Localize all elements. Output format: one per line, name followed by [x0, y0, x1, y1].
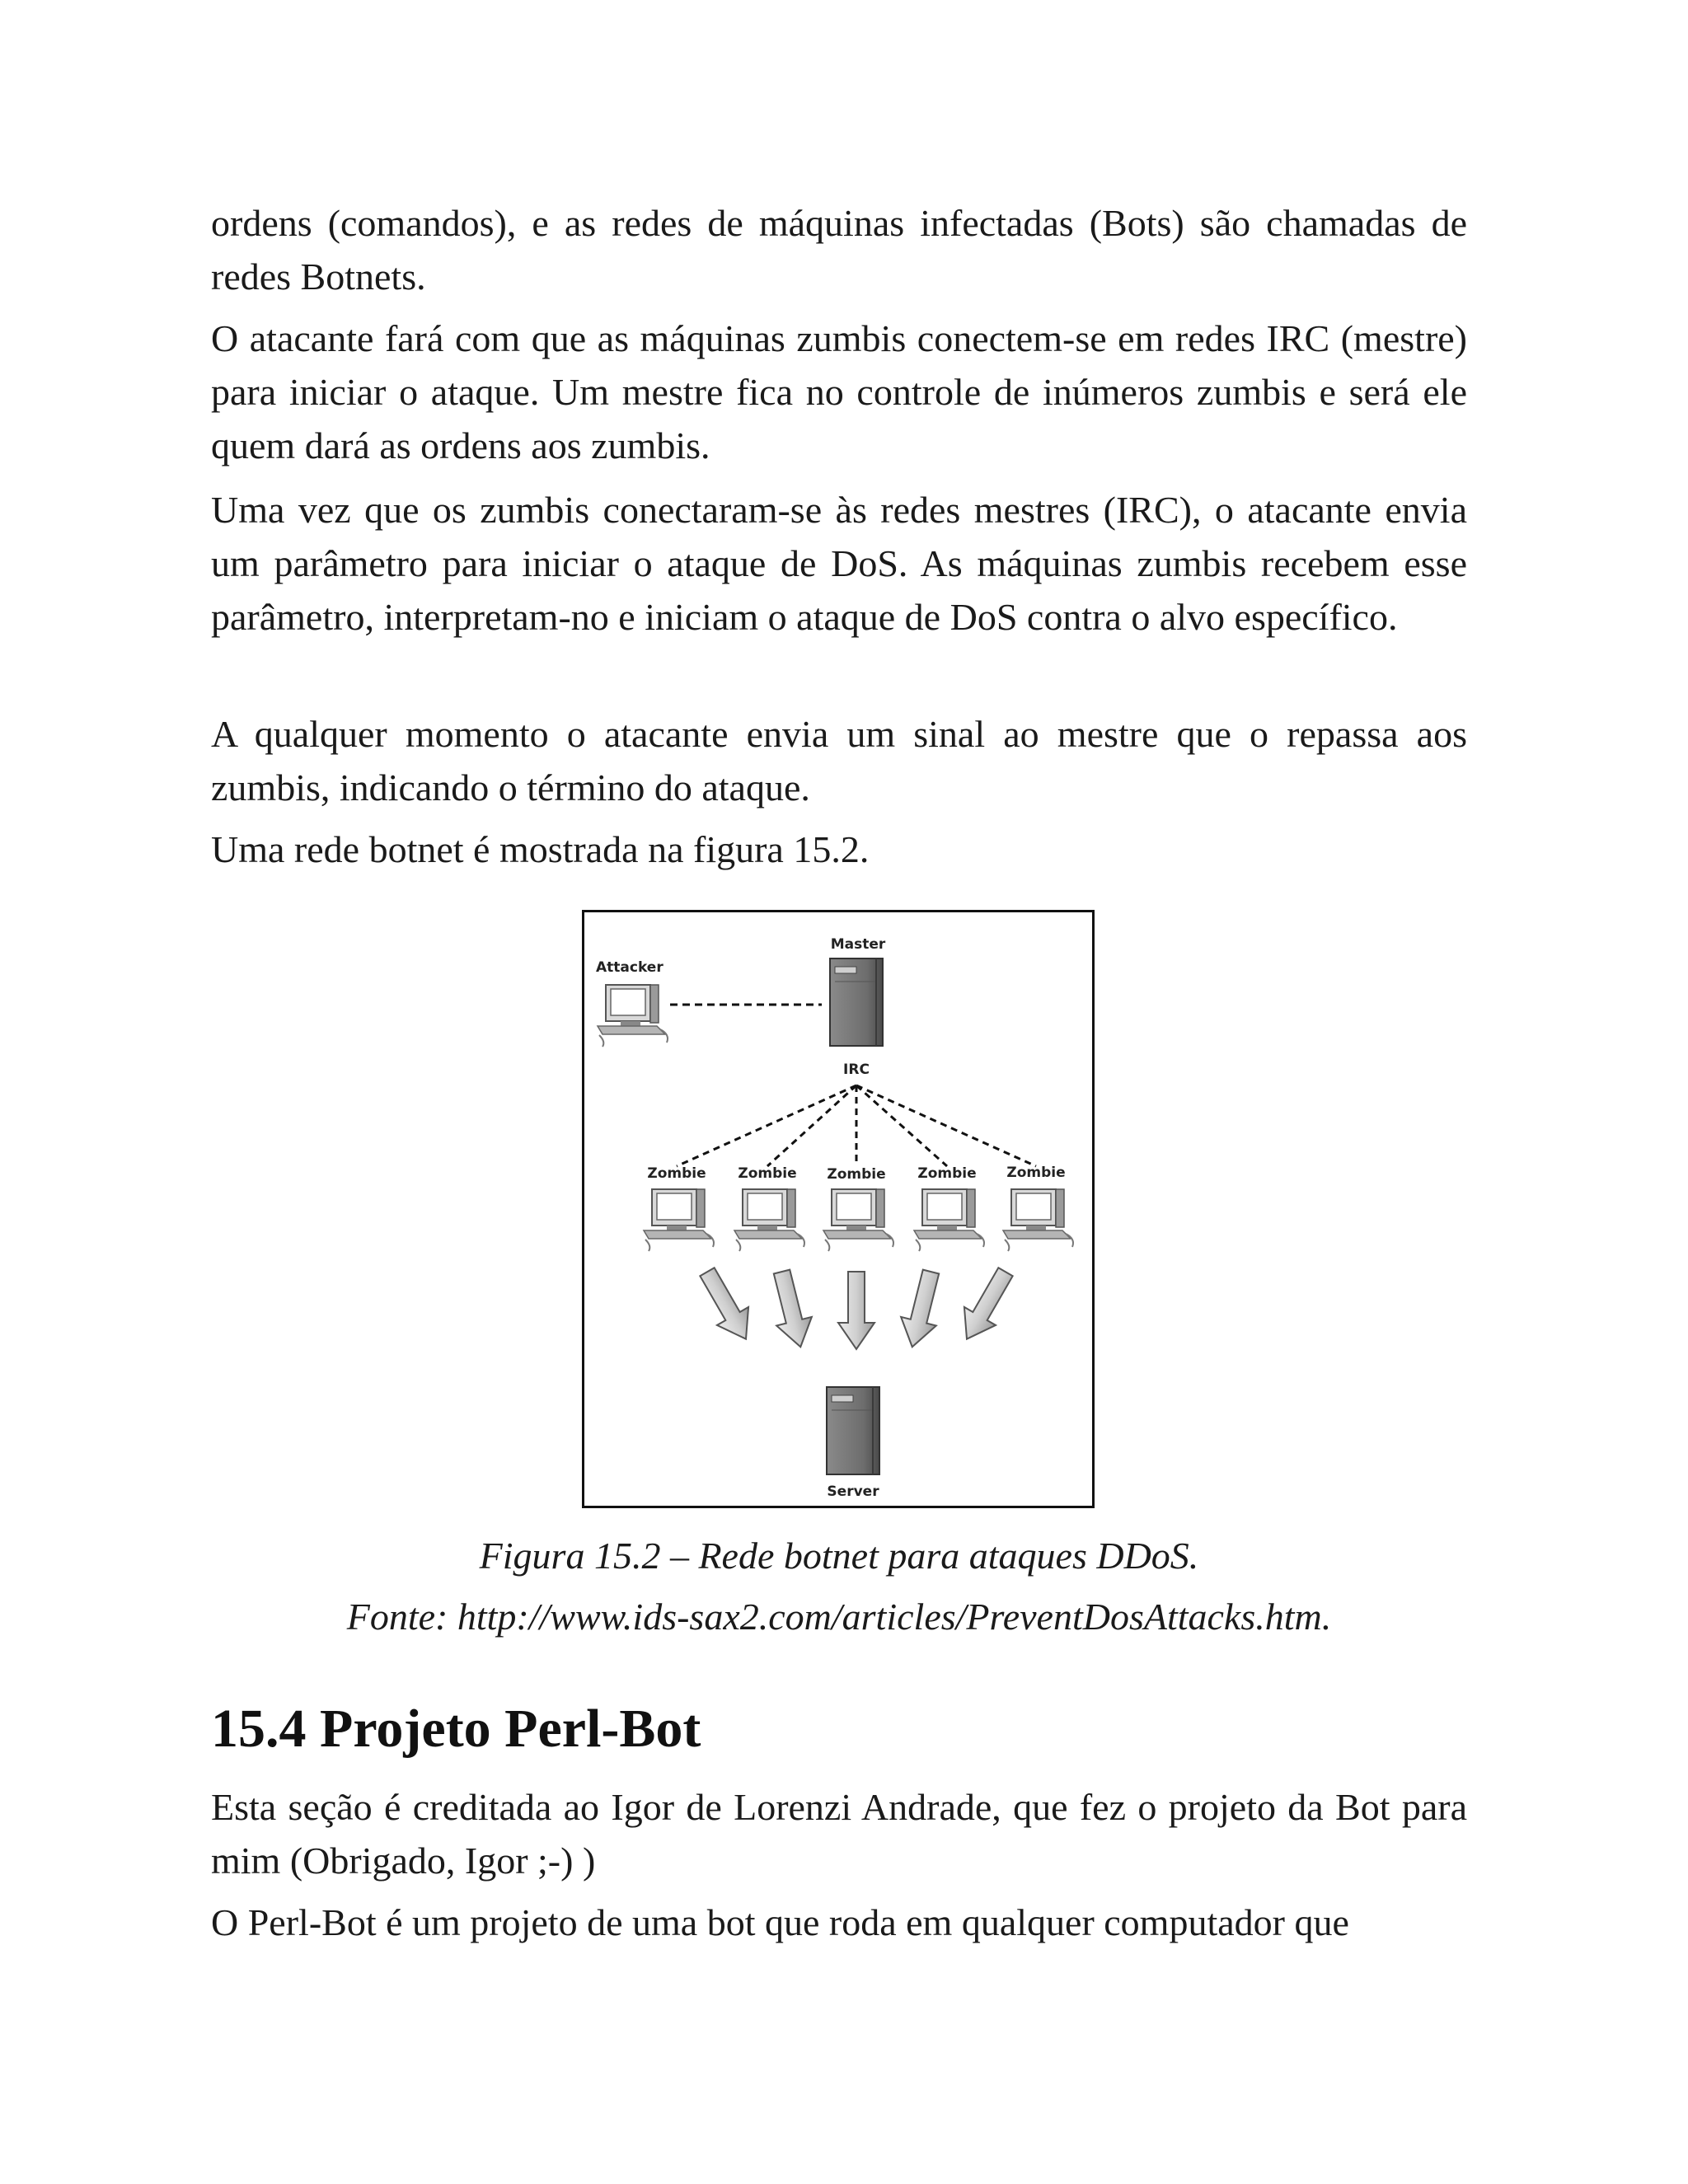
- down-arrow-icon: [692, 1263, 762, 1347]
- zombie-label-2: Zombie: [738, 1165, 797, 1182]
- attacker-label: Attacker: [596, 959, 663, 976]
- irc-zombie-links: [677, 1085, 1036, 1166]
- zombie-computer-icon: [1003, 1189, 1073, 1251]
- master-server-icon: [830, 958, 883, 1046]
- zombie-computer-icon: [823, 1189, 893, 1251]
- paragraph-2: O atacante fará com que as máquinas zumbis conectem-se em redes IRC (mestre) para iniciar o ataque. Um mestre fica no controle de inúmeros zumbis e será ele quem dará as ordens aos zumbis.: [211, 317, 1467, 466]
- figure-caption: Figura 15.2 – Rede botnet para ataques DDoS.: [479, 1535, 1199, 1577]
- zombie-computer-icon: [914, 1189, 984, 1251]
- zombie-computer-icon: [644, 1189, 714, 1251]
- figure-source: Fonte: http://www.ids-sax2.com/articles/PreventDosAttacks.htm.: [346, 1596, 1332, 1638]
- down-arrow-icon: [764, 1268, 818, 1352]
- zombie-label-1: Zombie: [647, 1165, 706, 1182]
- botnet-diagram: [584, 912, 1092, 1506]
- zombie-computer-icon: [734, 1189, 804, 1251]
- down-arrow-icon: [838, 1272, 874, 1349]
- attack-arrows: [692, 1263, 1021, 1351]
- section-paragraph-2: O Perl-Bot é um projeto de uma bot que roda em qualquer computador que: [211, 1901, 1349, 1943]
- server-label: Server: [827, 1483, 879, 1500]
- paragraph-5: Uma rede botnet é mostrada na figura 15.2.: [211, 828, 870, 870]
- zombie-label-5: Zombie: [1006, 1165, 1066, 1181]
- master-label: Master: [830, 936, 886, 953]
- paragraph-1: ordens (comandos), e as redes de máquinas infectadas (Bots) são chamadas de redes Botnets.: [211, 202, 1467, 298]
- paragraph-4: A qualquer momento o atacante envia um sinal ao mestre que o repassa aos zumbis, indicando o término do ataque.: [211, 713, 1467, 808]
- attacker-computer-icon: [598, 985, 668, 1047]
- irc-label: IRC: [843, 1062, 870, 1078]
- down-arrow-icon: [894, 1268, 948, 1352]
- down-arrow-icon: [951, 1263, 1021, 1347]
- target-server-icon: [827, 1387, 879, 1474]
- section-paragraph-1: Esta seção é creditada ao Igor de Lorenzi Andrade, que fez o projeto da Bot para mim (Obrigado, Igor ;-) ): [211, 1786, 1467, 1882]
- section-heading: 15.4 Projeto Perl-Bot: [211, 1699, 701, 1759]
- botnet-figure: [582, 910, 1095, 1508]
- zombie-label-3: Zombie: [827, 1166, 886, 1183]
- paragraph-3: Uma vez que os zumbis conectaram-se às redes mestres (IRC), o atacante envia um parâmetro para iniciar o ataque de DoS. As máquinas zumbis recebem esse parâmetro, interpretam-no e iniciam o ataque de DoS contra o alvo específico.: [211, 489, 1467, 638]
- zombie-label-4: Zombie: [917, 1165, 977, 1182]
